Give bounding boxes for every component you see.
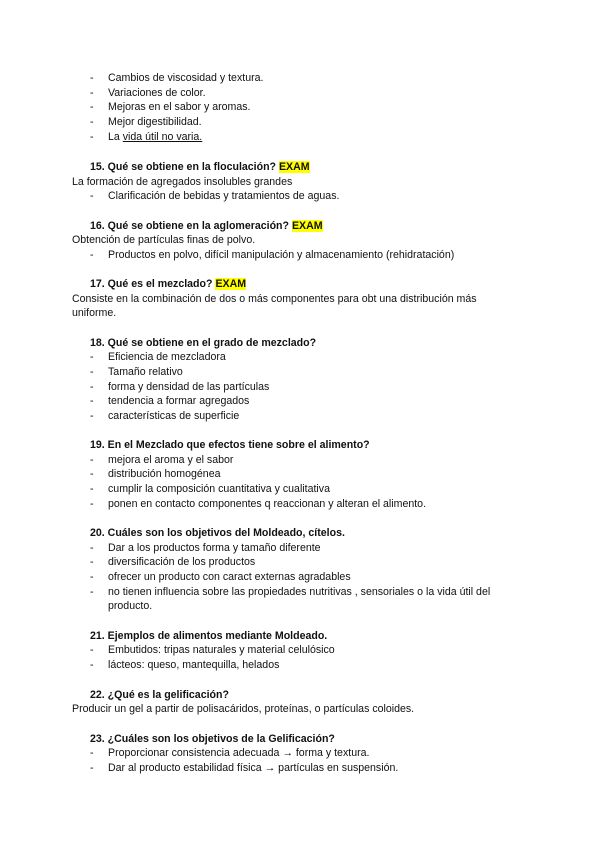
question-heading: 22. ¿Qué es la gelificación? (90, 689, 229, 701)
question-heading: 23. ¿Cuáles son los objetivos de la Gelificación? (90, 733, 335, 745)
exam-badge: EXAM (215, 278, 247, 290)
answer-text: Consiste en la combinación de dos o más componentes para obt una distribución más (72, 293, 477, 305)
question-heading: 15. Qué se obtiene en la floculación? EXAM (90, 161, 310, 173)
list-item: - ofrecer un producto con caract externas agradables (90, 571, 351, 583)
list-item: - Mejoras en el sabor y aromas. (90, 101, 251, 113)
underlined-text: vida útil no varia. (122, 131, 203, 143)
exam-badge: EXAM (278, 161, 310, 173)
question-heading: 20. Cuáles son los objetivos del Moldeado, cítelos. (90, 527, 345, 539)
question-heading: 21. Ejemplos de alimentos mediante Moldeado. (90, 630, 328, 642)
question-heading: 16. Qué se obtiene en la aglomeración? EXAM (90, 220, 323, 232)
answer-text: Obtención de partículas finas de polvo. (72, 234, 256, 246)
list-item: - Cambios de viscosidad y textura. (90, 72, 264, 84)
list-item: - forma y densidad de las partículas (90, 381, 270, 393)
list-item: - distribución homogénea (90, 468, 221, 480)
question-heading: 19. En el Mezclado que efectos tiene sobre el alimento? (90, 439, 370, 451)
question-heading: 18. Qué se obtiene en el grado de mezclado? (90, 337, 317, 349)
list-item: - Clarificación de bebidas y tratamientos de aguas. (90, 190, 340, 202)
list-item: - diversificación de los productos (90, 556, 256, 568)
answer-text: Producir un gel a partir de polisacáridos, proteínas, o partículas coloides. (72, 703, 415, 715)
list-item: - características de superficie (90, 410, 240, 422)
list-item: - Productos en polvo, difícil manipulación y almacenamiento (rehidratación) (90, 249, 455, 261)
list-item: - Variaciones de color. (90, 87, 206, 99)
list-item: - Proporcionar consistencia adecuada → forma y textura. (90, 747, 370, 759)
answer-text: La formación de agregados insolubles grandes (72, 176, 293, 188)
list-item: - Embutidos: tripas naturales y material celulósico (90, 644, 335, 656)
list-item-continuation: producto. (108, 600, 153, 612)
list-item: - cumplir la composición cuantitativa y cualitativa (90, 483, 330, 495)
list-item: - Dar al producto estabilidad física → partículas en suspensión. (90, 762, 399, 774)
list-item: - tendencia a formar agregados (90, 395, 250, 407)
answer-text: uniforme. (72, 307, 117, 319)
question-heading: 17. Qué es el mezclado? EXAM (90, 278, 247, 290)
list-item: - Mejor digestibilidad. (90, 116, 202, 128)
list-item: - ponen en contacto componentes q reaccionan y alteran el alimento. (90, 498, 427, 510)
exam-badge: EXAM (291, 220, 323, 232)
list-item: - Tamaño relativo (90, 366, 183, 378)
list-item: - mejora el aroma y el sabor (90, 454, 234, 466)
list-item: - La vida útil no varia. (90, 131, 203, 143)
list-item: - lácteos: queso, mantequilla, helados (90, 659, 280, 671)
list-item: - no tienen influencia sobre las propiedades nutritivas , sensoriales o la vida útil del (90, 586, 491, 598)
list-item: - Dar a los productos forma y tamaño diferente (90, 542, 321, 554)
list-item: - Eficiencia de mezcladora (90, 351, 226, 363)
